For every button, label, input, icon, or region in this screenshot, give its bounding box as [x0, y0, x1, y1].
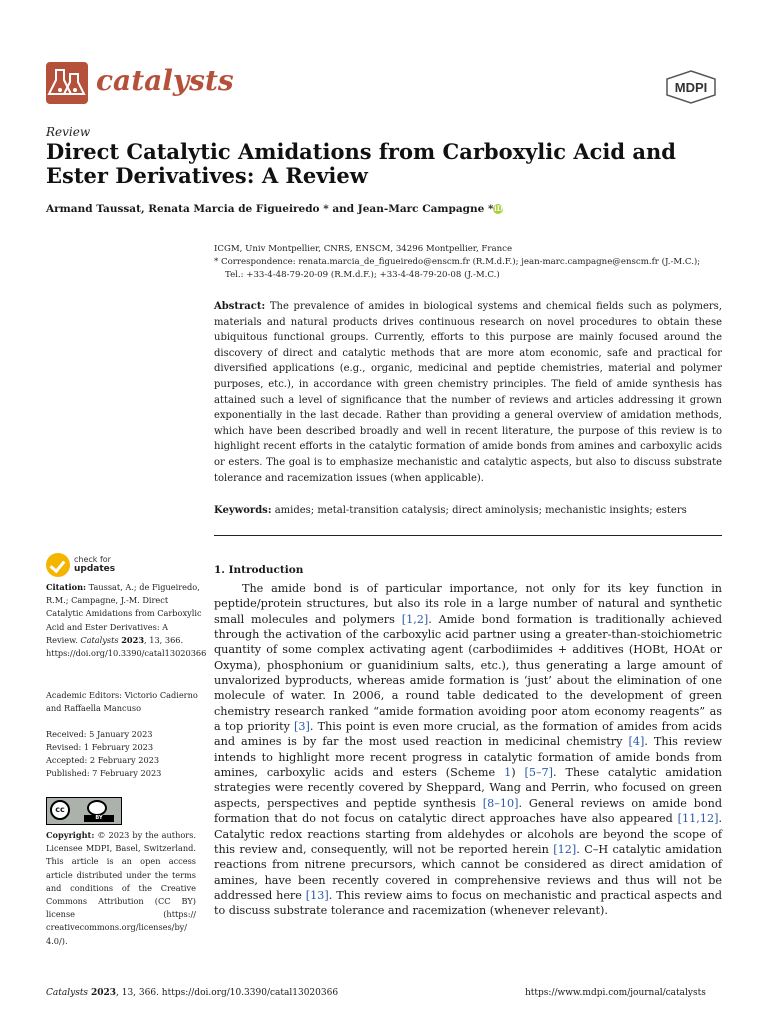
section-heading: 1. Introduction [214, 564, 304, 576]
orcid-icon[interactable]: iD [494, 204, 503, 213]
citation [46, 581, 207, 660]
text-run: . Amide bond formation is traditionally achieved through the activation of the carboxylic acid partner using a greater-than-stoichiometric quantity of some complex activating agent (carbodiimides + additives (HOBt, HOAt or Oxyma), phosphonium or guanidinium salts, etc.), thus generating a large amount of unvalorized byproducts, whereas amide formation is ‘just’ about the elimination of one molecule of water. In 2006, a round table dedicated to the development of green chemistry research ranked “amide formation avoiding poor atom economy reagents” as a top priority [214, 612, 722, 734]
journal-name: catalysts [96, 64, 234, 97]
check-updates-line2: updates [74, 564, 116, 574]
abstract [214, 299, 722, 486]
cc-by-license-icon[interactable] [46, 797, 122, 825]
copyright-notice [46, 829, 196, 948]
reference-link[interactable]: [3] [294, 720, 310, 734]
text-run: . C–H catalytic amidation reactions from nitrene precursors, which cannot be considered as direct amidation of amines, have been recently covered in comprehensive reviews and thus will not be addressed here [214, 842, 722, 902]
keywords [214, 505, 722, 516]
date-published: Published: 7 February 2023 [46, 768, 162, 778]
text-run: . This point is even more crucial, as the formation of amides from acids and amines is by far the most used reaction in medicinal chemistry [214, 720, 723, 749]
check-updates-line1: check for [74, 555, 111, 564]
reference-link[interactable]: [5–7] [524, 766, 554, 780]
footer-doi[interactable]: , 13, 366. https://doi.org/10.3390/catal13020366 [116, 988, 339, 998]
academic-editors [46, 689, 202, 715]
reference-link[interactable]: [1,2] [401, 612, 429, 626]
cc-icon: cc [50, 800, 70, 820]
copyright-label: Copyright: [46, 830, 95, 840]
article-type: Review [46, 125, 91, 139]
divider [214, 535, 722, 536]
affiliation: ICGM, Univ Montpellier, CNRS, ENSCM, 34296 Montpellier, France [214, 244, 513, 254]
publisher-name: MDPI [674, 80, 708, 95]
journal-logo-icon [46, 62, 88, 104]
abstract-text: The prevalence of amides in biological systems and chemical fields such as polymers, materials and natural products drives continuous research on novel procedures to obtain these ubiquitous functional groups. Currently, efforts to this purpose are mainly focused around the discovery of direct and catalytic methods that are more atom economic, safe and practical for diversified applications (e.g., organic, medicinal and peptide chemistries, material and polymer purposes, etc.), in accordance with green chemistry principles. The field of amide synthesis has attained such a level of significance that the number of reviews and articles addressing it grown exponentially in the last decade. Rather than providing a general overview of amidation methods, which have been described broadly and well in recent literature, the purpose of this review is to highlight recent efforts in the catalytic formation of amide bonds from amines and carboxylic acids or esters. The goal is to emphasize mechanistic and catalytic aspects, but also to discuss substrate tolerance and racemization issues (when applicable). [214, 301, 722, 484]
reference-link[interactable]: [13] [305, 888, 329, 902]
person-icon [87, 800, 107, 816]
reference-link[interactable]: [4] [628, 735, 645, 749]
article-title: Direct Catalytic Amidations from Carboxylic Acid and Ester Derivatives: A Review [46, 139, 676, 188]
editors-label: Academic Editors: [46, 690, 122, 700]
footer-year: 2023 [90, 988, 116, 998]
text-run: . This review aims to focus on mechanistic and practical aspects and to discuss substrate tolerance and racemization (whenever relevant). [214, 888, 722, 918]
reference-link[interactable]: [12] [553, 842, 577, 856]
reference-link[interactable]: [8–10] [482, 796, 519, 810]
checkmark-icon [46, 553, 70, 577]
citation-label: Citation: [46, 582, 87, 592]
text-run: . Catalytic redox reactions starting from aldehydes or alcohols are beyond the scope of this review and, consequently, will not be reported herein [214, 812, 722, 856]
introduction-paragraph [214, 581, 722, 919]
author-list [46, 203, 503, 215]
text-run: . These catalytic amidation strategies were recently covered by Sheppard, Wang and Perrin, who focused on green aspects, perspectives and peptide synthesis [214, 766, 723, 810]
citation-journal: Catalysts [80, 634, 119, 645]
text-run: The amide bond is of particular importance, not only for its key function in peptide/protein structures, but also its role in a large number of natural and synthetic small molecules and polymers [214, 582, 722, 626]
citation-doi[interactable]: , 13, 366. https://doi.org/10.3390/catal13020366 [46, 634, 207, 659]
text-run: . General reviews on amide bond formation that do not focus on catalytic direct approaches have also appeared [214, 796, 722, 826]
footer-journal: Catalysts [46, 988, 89, 998]
correspondence: * Correspondence: renata.marcia_de_figueiredo@enscm.fr (R.M.d.F.); jean-marc.campagne@enscm.fr (J.-M.C.); [214, 257, 701, 267]
date-revised: Revised: 1 February 2023 [46, 742, 154, 752]
citation-year: 2023 [121, 634, 145, 645]
date-accepted: Accepted: 2 February 2023 [46, 755, 160, 765]
footer-url[interactable]: https://www.mdpi.com/journal/catalysts [525, 988, 706, 998]
mdpi-logo-icon [664, 70, 718, 104]
scheme-link[interactable]: 1 [504, 766, 512, 780]
citation-text: Taussat, A.; de Figueiredo, R.M.; Campagne, J.-M. Direct Catalytic Amidations from Carboxylic Acid and Ester Derivatives: A Review. [46, 582, 202, 645]
text-run: . This review intends to highlight more recent progress in catalytic formation of amide bonds from amines, carboxylic acids and esters (Scheme [214, 735, 722, 780]
editors-text: Victorio Cadierno and Raffaella Mancuso [46, 690, 198, 714]
abstract-label: Abstract: [214, 301, 266, 312]
date-received: Received: 5 January 2023 [46, 729, 153, 739]
keywords-text: amides; metal-transition catalysis; direct aminolysis; mechanistic insights; esters [274, 505, 687, 516]
check-for-updates-button[interactable] [46, 553, 166, 579]
copyright-text: © 2023 by the authors. Licensee MDPI, Basel, Switzerland. This article is an open access article distributed under the terms and conditions of the Creative Commons Attribution (CC BY) license (https:// creativecommons.org/licenses/by/ 4.0/). [46, 830, 196, 946]
footer-citation [46, 988, 338, 998]
reference-link[interactable]: [11,12] [677, 812, 719, 826]
by-label: BY [84, 815, 114, 822]
telephone: Tel.: +33-4-48-79-20-09 (R.M.d.F.); +33-4-48-79-20-08 (J.-M.C.) [225, 270, 500, 280]
text-run: ) [511, 766, 525, 780]
keywords-label: Keywords: [214, 505, 272, 516]
authors-text: Armand Taussat, Renata Marcia de Figueiredo * and Jean-Marc Campagne * [46, 203, 494, 215]
